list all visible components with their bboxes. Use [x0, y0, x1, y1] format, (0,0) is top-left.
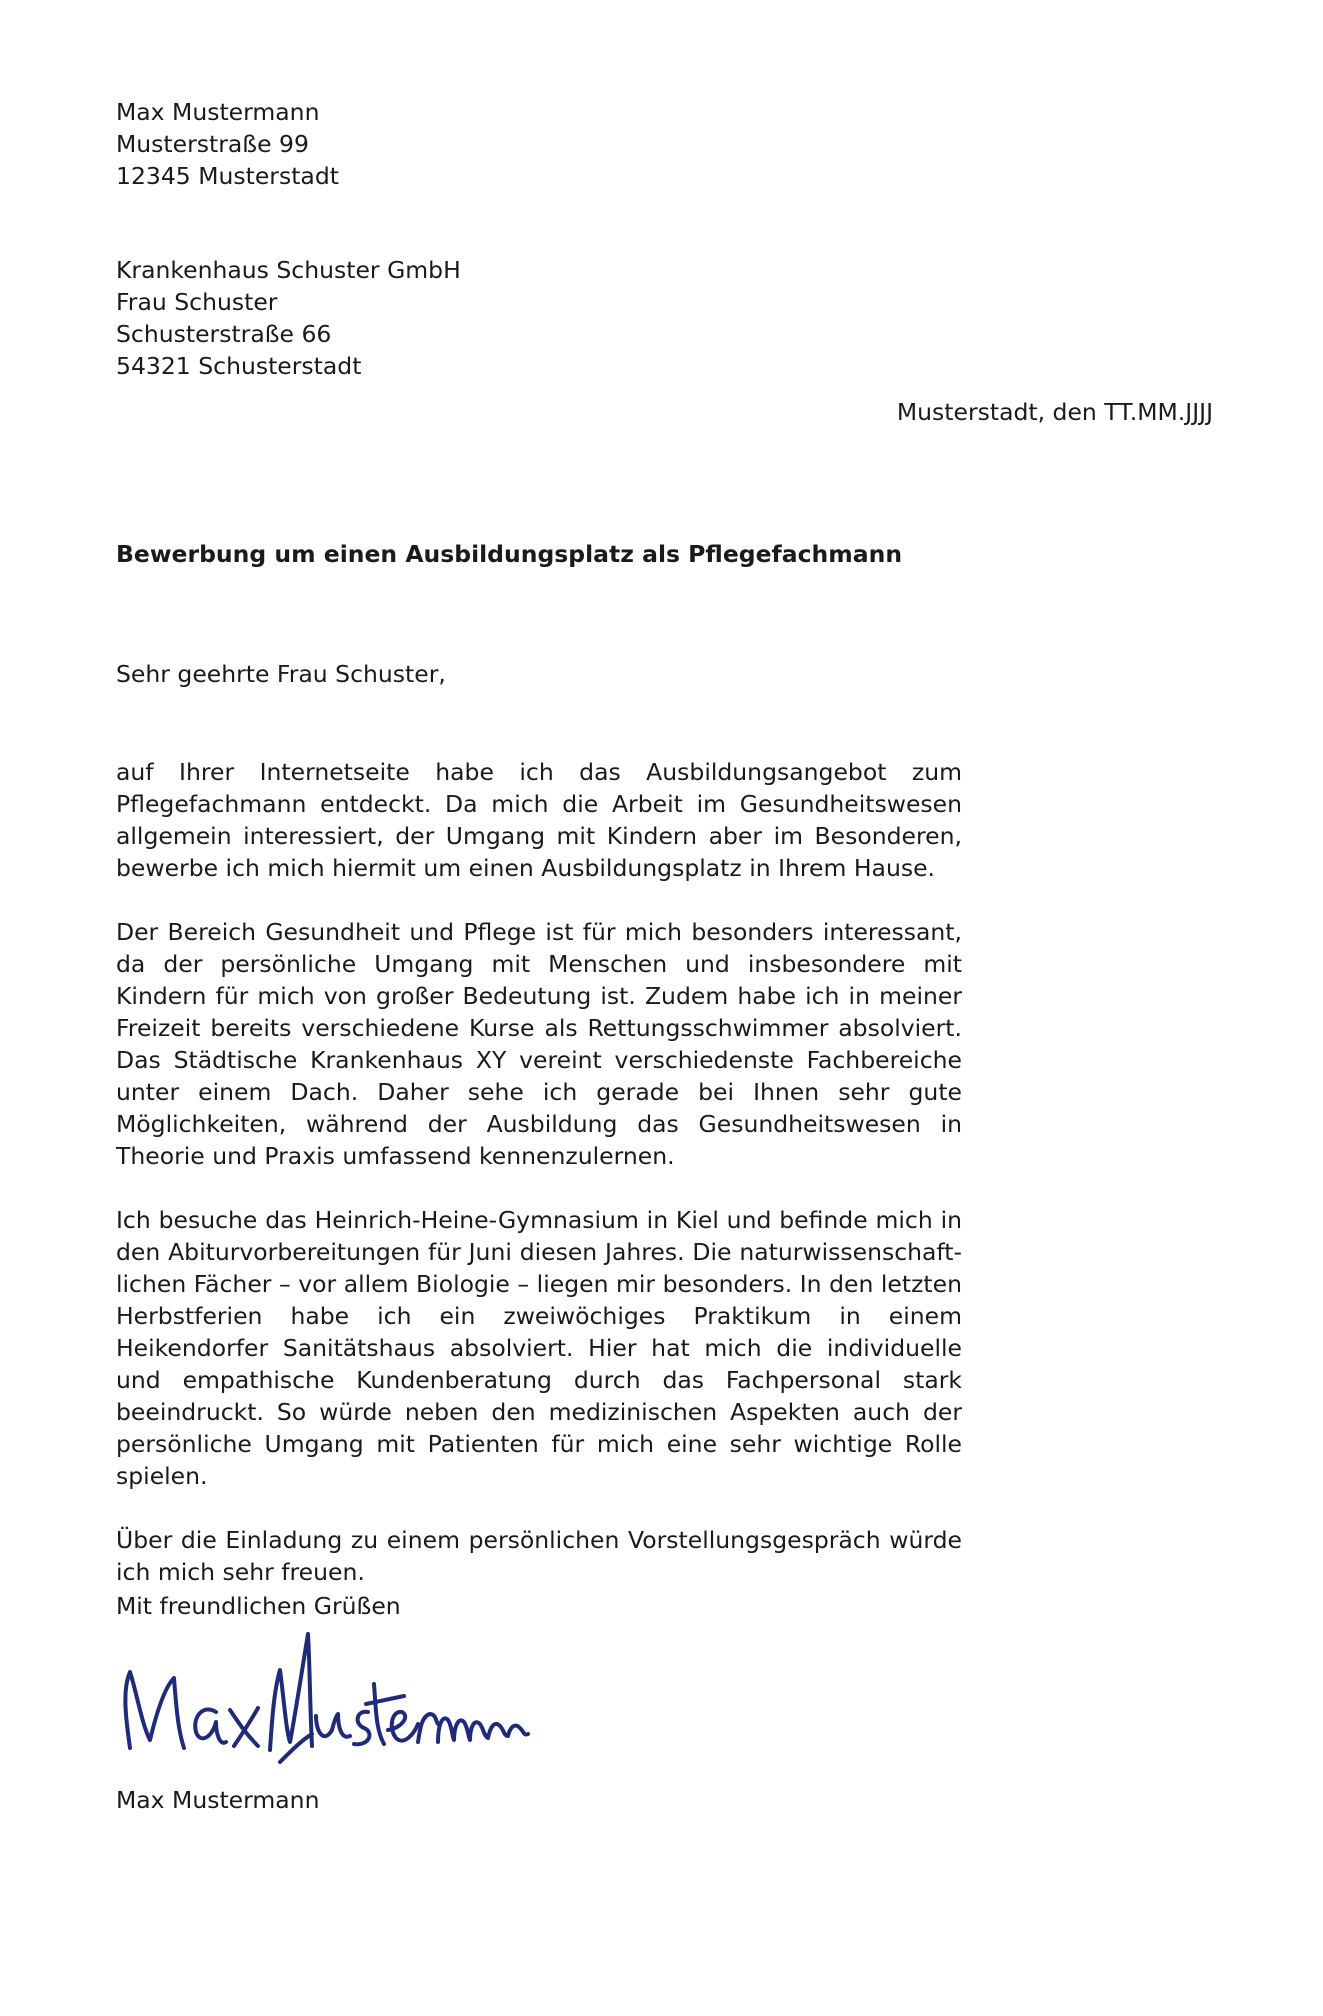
sender-name: Max Mustermann — [116, 98, 320, 126]
letter-body — [116, 756, 962, 1620]
sender-city: 12345 Musterstadt — [116, 162, 339, 190]
body-paragraph: Der Bereich Gesundheit und Pflege ist für mich besonders interessant, da der persönliche Umgang mit Menschen und insbesondere mit Kindern für mich von großer Bedeutung ist. Zudem habe ich in meiner Freizeit bereits verschiedene Kurse als Rettungsschwimmer absolviert. Das Städtische Krankenhaus XY vereint verschiedenste Fachbereiche unter einem Dach. Daher sehe ich gerade bei Ihnen sehr gute Möglichkeiten, während der Ausbildung das Gesundheitswesen in Theorie und Praxis umfassend kennenzulernen. — [116, 918, 962, 1170]
recipient-street: Schusterstraße 66 — [116, 320, 332, 348]
body-paragraph: Über die Einladung zu einem persönlichen Vorstellungsgespräch würde ich mich sehr freuen. — [116, 1526, 962, 1586]
date-line: Musterstadt, den TT.MM.JJJJ — [896, 398, 1213, 426]
closing-phrase: Mit freundlichen Grüßen — [116, 1592, 401, 1620]
recipient-city: 54321 Schusterstadt — [116, 352, 362, 380]
salutation: Sehr geehrte Frau Schuster, — [116, 660, 446, 688]
sender-address — [116, 96, 339, 192]
recipient-contact: Frau Schuster — [116, 288, 278, 316]
sender-street: Musterstraße 99 — [116, 130, 309, 158]
body-paragraph: auf Ihrer Internetseite habe ich das Ausbildungsangebot zum Pflegefachmann entdeckt. Da mich die Arbeit im Gesundheitswesen allgemein interessiert, der Umgang mit Kindern aber im Besonderen, bewerbe ich mich hiermit um einen Ausbildungsplatz in Ihrem Hause. — [116, 758, 962, 882]
signer-name: Max Mustermann — [116, 1786, 320, 1814]
recipient-address — [116, 254, 461, 382]
body-paragraph: Ich besuche das Heinrich-Heine-Gymnasium in Kiel und befinde mich in den Abiturvorbereitungen für Juni diesen Jahres. Die naturwissenschaftlichen Fächer – vor allem Biologie – liegen mir besonders. In den letzten Herbstferien habe ich ein zweiwöchiges Praktikum in einem Heikendorfer Sanitätshaus absolviert. Hier hat mich die individuelle und empathische Kundenberatung durch das Fachpersonal stark beeindruckt. So würde neben den medizinischen Aspekten auch der persönliche Umgang mit Patienten für mich eine sehr wichtige Rolle spielen. — [116, 1206, 962, 1490]
recipient-company: Krankenhaus Schuster GmbH — [116, 256, 461, 284]
handwritten-signature — [112, 1630, 532, 1770]
subject-line: Bewerbung um einen Ausbildungsplatz als Pflegefachmann — [116, 540, 903, 568]
